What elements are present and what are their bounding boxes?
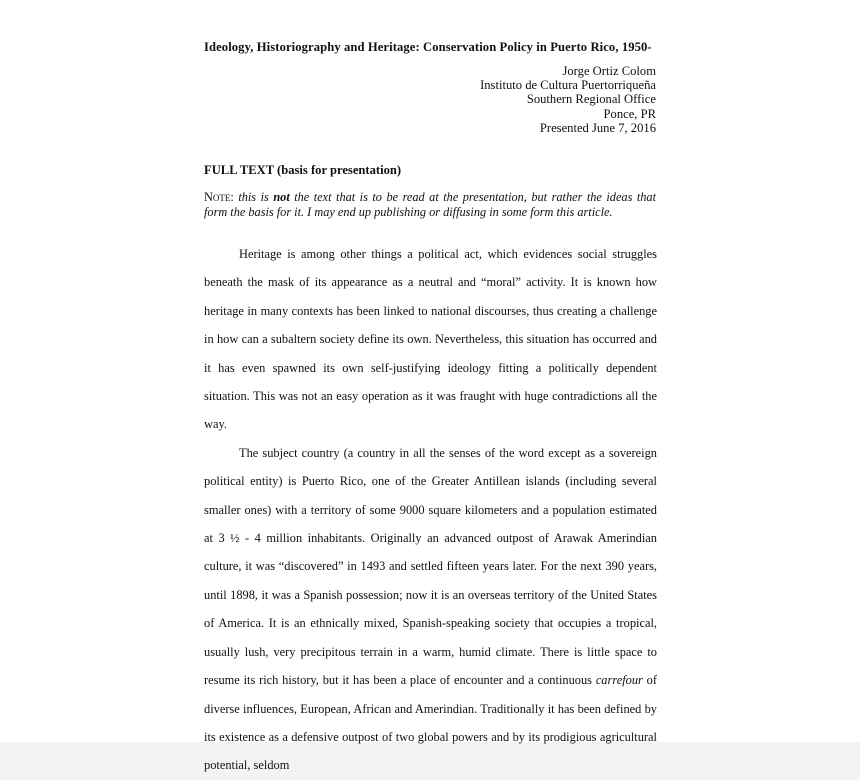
note-label: Note xyxy=(204,190,231,204)
paragraph-2-part-2: of diverse influences, European, African and Amerindian. Traditionally it has been defined by its existence as a defensive outpost of two global powers and by its prodigious agricultural potential, seldom xyxy=(204,673,657,773)
presentation-date: Presented June 7, 2016 xyxy=(539,120,656,135)
paragraph-2 xyxy=(204,439,657,780)
note-paragraph: Note: this is not the text that is to be read at the presentation, but rather the ideas that form the basis for it. I may end up publishing or diffusing in some form this article. xyxy=(204,190,656,219)
note-emphasis: not xyxy=(273,190,290,204)
document-title: Ideology, Historiography and Heritage: Conservation Policy in Puerto Rico, 1950- xyxy=(204,40,652,54)
note-text-after: the text that is to be read at the presentation, but rather the ideas that form the basis for it. I may end up publishing or diffusing in some form this article. xyxy=(204,190,656,219)
author-location: Ponce, PR xyxy=(603,106,656,121)
paragraph-2-emphasis: carrefour xyxy=(595,673,643,688)
section-heading: FULL TEXT (basis for presentation) xyxy=(204,163,402,177)
author-block xyxy=(480,64,656,135)
author-institution: Instituto de Cultura Puertorriqueña xyxy=(480,78,656,93)
author-name: Jorge Ortiz Colom xyxy=(562,64,656,78)
paragraph-1: Heritage is among other things a political act, which evidences social struggles beneath the mask of its appearance as a neutral and “moral” activity. It is known how heritage in many contexts has been linked to national discourses, thus creating a challenge in how can a subaltern society define its own. Nevertheless, this situation has occurred and it has even spawned its own self-justifying ideology fitting a politically dependent situation. This was not an easy operation as it was fraught with huge contradictions all the way. xyxy=(204,247,657,432)
author-office: Southern Regional Office xyxy=(526,92,656,107)
note-text-before: this is xyxy=(238,190,274,204)
paragraph-2-part-1: The subject country (a country in all the senses of the word except as a sovereign political entity) is Puerto Rico, one of the Greater Antillean islands (including several smaller ones) with a territory of some 9000 square kilometers and a population estimated at 3 ½ - 4 million inhabitants. Originally an advanced outpost of Arawak Amerindian culture, it was “discovered” in 1493 and settled fifteen years later. For the next 390 years, until 1898, it was a Spanish possession; now it is an overseas territory of the United States of America. It is an ethnically mixed, Spanish-speaking society that occupies a tropical, usually lush, very precipitous terrain in a warm, humid climate. There is little space to resume its rich history, but it has been a place of encounter and a continuous xyxy=(204,445,657,688)
body-text xyxy=(204,240,657,780)
